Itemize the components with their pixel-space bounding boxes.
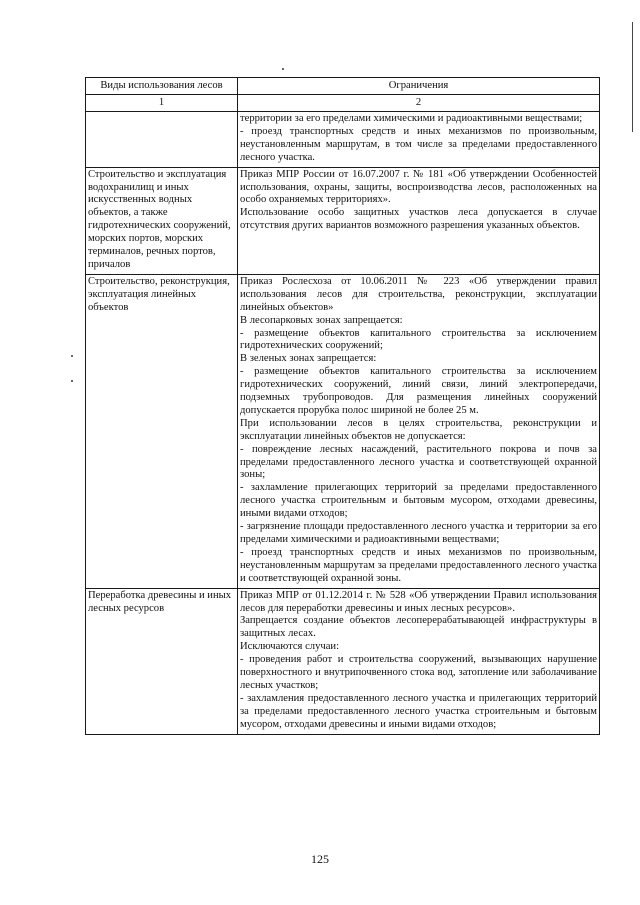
- page-number: 125: [311, 852, 329, 866]
- restriction-text: В лесопарковых зонах запрещается:: [240, 314, 403, 326]
- table-row: [86, 274, 600, 588]
- restriction-text: - размещение объектов капитального строительства за исключением гидротехнических сооружений, линий связи, линий электропередачи, подземных трубопроводов. Для размещения линейных сооружений допускается прорубка полос шириной не более 25 м.: [240, 366, 597, 416]
- column-number-2: 2: [238, 95, 600, 112]
- table-row: [86, 588, 600, 734]
- restriction-text: В зеленых зонах запрещается:: [240, 353, 377, 365]
- header-forest-use-types: Виды использования лесов: [86, 78, 238, 95]
- restriction-text: - проезд транспортных средств и иных механизмов по произвольным, неустановленным маршрутам, в том числе за пределами предоставленного лесного участка.: [240, 125, 597, 163]
- column-number-1: 1: [86, 95, 238, 112]
- restrictions-cell: [238, 167, 600, 274]
- scan-speck: [71, 355, 73, 357]
- restriction-text: - захламления предоставленного лесного участка и прилегающих территорий за пределами предоставленного лесного участка строительным и бытовым мусором, отходами древесины и иными видами отходов;: [240, 692, 597, 730]
- restriction-text: Исключаются случаи:: [240, 641, 340, 653]
- restriction-text: - размещение объектов капитального строительства за исключением гидротехнических сооружений;: [240, 327, 597, 352]
- restrictions-table: [85, 77, 600, 735]
- restriction-text: Приказ Рослесхоза от 10.06.2011 № 223 «Об утверждении правил использования лесов для строительства, реконструкции, эксплуатации линейных объектов»: [240, 275, 597, 313]
- scan-speck: [282, 68, 284, 70]
- restriction-text: Приказ МПР от 01.12.2014 г. № 528 «Об утверждении Правил использования лесов для переработки древесины и иных лесных ресурсов».: [240, 589, 597, 614]
- header-restrictions: Ограничения: [238, 78, 600, 95]
- table-row: [86, 167, 600, 274]
- table-header-row: [86, 78, 600, 95]
- restriction-text: Приказ МПР России от 16.07.2007 г. № 181 «Об утверждении Особенностей использования, охраны, защиты, воспроизводства лесов, расположенных на особо охраняемых территориях».: [240, 168, 597, 206]
- restriction-text: Запрещается создание объектов лесоперерабатывающей инфраструктуры в защитных лесах.: [240, 615, 597, 640]
- restrictions-cell: [238, 274, 600, 588]
- restriction-text: - повреждение лесных насаждений, растительного покрова и почв за пределами предоставленного лесного участка и соответствующей охранной зоны;: [240, 443, 597, 481]
- scan-edge-line: [632, 22, 633, 132]
- forest-use-cell: Строительство, реконструкция, эксплуатация линейных объектов: [86, 274, 238, 588]
- restrictions-cell: [238, 112, 600, 168]
- forest-use-cell: [86, 112, 238, 168]
- restriction-text: территории за его пределами химическими и радиоактивными веществами;: [240, 113, 583, 124]
- scan-speck: [71, 380, 73, 382]
- restriction-text: - загрязнение площади предоставленного лесного участка и территории за его пределами химическими и радиоактивными веществами;: [240, 521, 597, 545]
- restriction-text: - проведения работ и строительства сооружений, вызывающих нарушение поверхностного и внутрипочвенного стока вод, затопление или заболачивание лесных участков;: [240, 654, 597, 691]
- restriction-text: При использовании лесов в целях строительства, реконструкции и эксплуатации линейных объектов не допускается:: [240, 417, 597, 442]
- table-row: [86, 112, 600, 168]
- restriction-text: - захламление прилегающих территорий за пределами предоставленного лесного участка строительным и бытовым мусором, отходами древесины, иными видами отходов;: [240, 482, 597, 520]
- restrictions-cell: [238, 588, 600, 734]
- restriction-text: Использование особо защитных участков леса допускается в случае отсутствия других вариантов возможного разрешения указанных объектов.: [240, 207, 597, 232]
- forest-use-cell: Переработка древесины и иных лесных ресурсов: [86, 588, 238, 734]
- restriction-text: - проезд транспортных средств и иных механизмов по произвольным, неустановленным маршрутам за пределами предоставленного лесного участка и соответствующей охранной зоны.: [240, 546, 597, 584]
- forest-use-cell: Строительство и эксплуатация водохранилищ и иных искусственных водных объектов, а также гидротехнических сооружений, морских портов, морских терминалов, речных портов, причалов: [86, 167, 238, 274]
- table-number-row: [86, 95, 600, 112]
